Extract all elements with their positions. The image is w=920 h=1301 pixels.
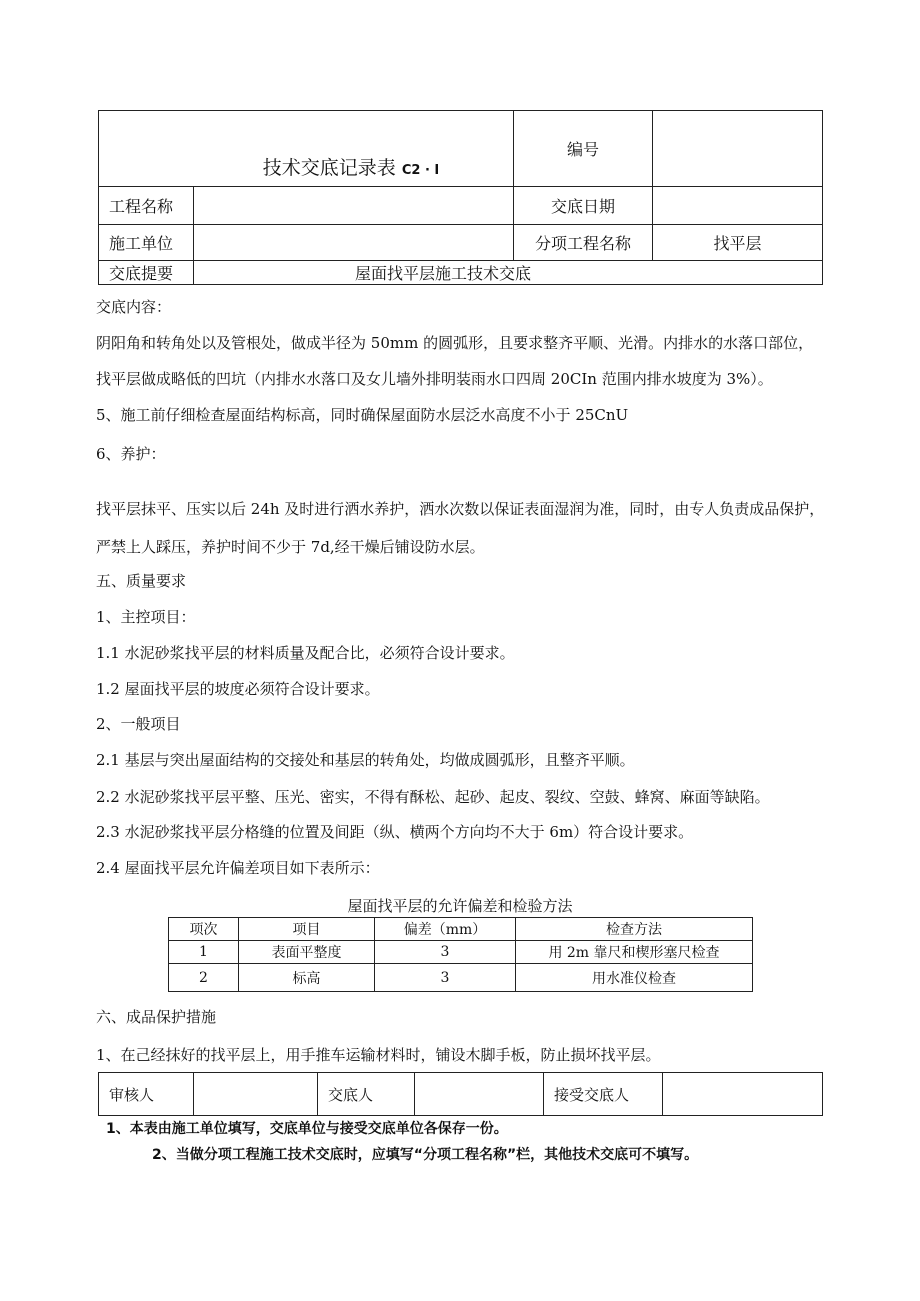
number-label: 编号 [514, 111, 653, 187]
list-item: 2.2 水泥砂浆找平层平整、压光、密实，不得有酥松、起砂、起皮、裂纹、空鼓、蜂窝、麻面等缺陷。 [96, 788, 770, 806]
column-header: 项目 [239, 918, 375, 941]
list-item: 1.1 水泥砂浆找平层的材料质量及配合比，必须符合设计要求。 [96, 644, 515, 662]
list-item: 1、在己经抹好的找平层上，用手推车运输材料时，铺设木脚手板，防止损坏找平层。 [96, 1046, 661, 1064]
paragraph: 6、养护： [96, 445, 166, 463]
project-name-label: 工程名称 [99, 187, 194, 225]
table-header-row [169, 918, 753, 941]
deviation-table [168, 917, 753, 992]
date-label: 交底日期 [514, 187, 653, 225]
table-cell: 3 [375, 964, 516, 992]
receiver-label: 接受交底人 [544, 1073, 663, 1116]
footnote: 2、当做分项工程施工技术交底时，应填写“分项工程名称”栏，其他技术交底可不填写。 [152, 1147, 699, 1163]
table-row [169, 941, 753, 964]
subitem-field[interactable]: 找平层 [653, 225, 823, 261]
project-name-field[interactable] [194, 187, 514, 225]
summary-field[interactable]: 屋面找平层施工技术交底 [194, 261, 823, 285]
header-table [98, 110, 823, 285]
list-item: 1、主控项目： [96, 608, 196, 626]
table-cell: 2 [169, 964, 239, 992]
section-title-protection: 六、成品保护措施 [96, 1008, 217, 1026]
column-header: 项次 [169, 918, 239, 941]
column-header: 偏差（mm） [375, 918, 516, 941]
content-label: 交底内容： [96, 298, 172, 316]
date-field[interactable] [653, 187, 823, 225]
list-item: 2.1 基层与突出屋面结构的交接处和基层的转角处，均做成圆弧形，且整齐平顺。 [96, 751, 635, 769]
subitem-label: 分项工程名称 [514, 225, 653, 261]
title-cell [99, 111, 514, 187]
paragraph: 阴阳角和转角处以及管根处，做成半径为 50mm 的圆弧形，且要求整齐平顺、光滑。内排水的水落口部位， [96, 334, 814, 352]
discloser-label: 交底人 [318, 1073, 415, 1116]
list-item: 2.3 水泥砂浆找平层分格缝的位置及间距（纵、横两个方向均不大于 6m）符合设计要求。 [96, 823, 694, 841]
table-row [169, 964, 753, 992]
column-header: 检查方法 [516, 918, 753, 941]
discloser-field[interactable] [415, 1073, 544, 1116]
table-cell: 3 [375, 941, 516, 964]
receiver-field[interactable] [663, 1073, 823, 1116]
list-item: 2、一般项目 [96, 715, 181, 733]
paragraph: 找平层做成略低的凹坑（内排水水落口及女儿墙外排明装雨水口四周 20CIn 范围内排水坡度为 3%）。 [96, 370, 773, 388]
paragraph: 严禁上人踩压，养护时间不少于 7d,经干燥后铺设防水层。 [96, 538, 485, 556]
section-title-quality: 五、质量要求 [96, 572, 187, 590]
number-field[interactable] [653, 111, 823, 187]
unit-field[interactable] [194, 225, 514, 261]
footnote: 1、本表由施工单位填写，交底单位与接受交底单位各保存一份。 [106, 1121, 508, 1137]
unit-label: 施工单位 [99, 225, 194, 261]
deviation-table-caption: 屋面找平层的允许偏差和检验方法 [347, 897, 573, 915]
table-cell: 用 2m 靠尺和楔形塞尺检查 [516, 941, 753, 964]
form-title: 技术交底记录表 C2 · I [262, 157, 440, 179]
reviewer-label: 审核人 [99, 1073, 194, 1116]
paragraph: 找平层抹平、压实以后 24h 及时进行洒水养护，洒水次数以保证表面湿润为准，同时，由专人负责成品保护， [96, 500, 825, 518]
signature-table [98, 1072, 823, 1116]
table-cell: 用水准仪检查 [516, 964, 753, 992]
list-item: 2.4 屋面找平层允许偏差项目如下表所示： [96, 859, 380, 877]
summary-label: 交底提要 [99, 261, 194, 285]
table-cell: 1 [169, 941, 239, 964]
table-cell: 表面平整度 [239, 941, 375, 964]
table-cell: 标高 [239, 964, 375, 992]
list-item: 1.2 屋面找平层的坡度必须符合设计要求。 [96, 680, 380, 698]
reviewer-field[interactable] [194, 1073, 318, 1116]
paragraph: 5、施工前仔细检查屋面结构标高，同时确保屋面防水层泛水高度不小于 25CnU [96, 406, 629, 424]
